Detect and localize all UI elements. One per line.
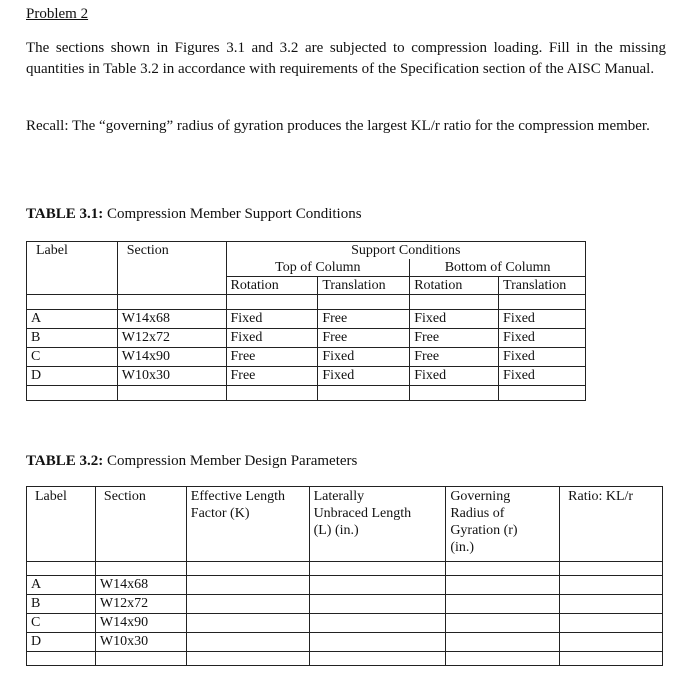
table1-header-support-conditions: Support Conditions [226,242,586,260]
table2-header-radius-line1: Governing [450,489,511,504]
row-l-cell[interactable] [309,595,446,614]
table-row [27,348,586,367]
row-bottom-rotation: Fixed [410,310,499,329]
table1-caption [26,206,362,223]
row-top-rotation: Free [226,348,318,367]
table2-header-unbraced-line1: Laterally [313,489,365,504]
problem-paragraph-2: Recall: The “governing” radius of gyration produces the largest KL/r ratio for the compression member. [26,118,650,134]
row-top-translation: Free [318,329,410,348]
table2-header-effective-length-line2: Factor (K) [190,506,250,521]
table2-header-radius [446,487,560,562]
row-k-cell[interactable] [186,576,309,595]
row-l-cell[interactable] [309,633,446,652]
row-top-translation: Fixed [318,348,410,367]
row-label: A [27,310,118,329]
table1-header-row-1 [27,242,586,260]
table2-caption-title: Compression Member Design Parameters [103,453,358,469]
row-bottom-rotation: Free [410,329,499,348]
table2-header-row [27,487,663,562]
row-section: W14x90 [117,348,226,367]
row-bottom-translation: Fixed [499,367,586,386]
table2-header-label: Label [27,487,96,562]
table2-caption-number: TABLE 3.2: [26,453,104,469]
table2-header-ratio: Ratio: KL/r [560,487,663,562]
table2-header-radius-line3: Gyration (r) [450,523,518,538]
table1-header-section: Section [117,242,226,295]
row-top-rotation: Fixed [226,329,318,348]
row-label: B [27,595,96,614]
table1-header-top-of-column: Top of Column [226,259,410,277]
table2-caption [26,453,357,470]
row-bottom-translation: Fixed [499,310,586,329]
table-row [27,595,663,614]
table1-spacer-row [27,386,586,401]
row-section: W10x30 [95,633,186,652]
row-bottom-translation: Fixed [499,348,586,367]
row-label: C [27,348,118,367]
row-k-cell[interactable] [186,633,309,652]
row-label: C [27,614,96,633]
row-bottom-translation: Fixed [499,329,586,348]
row-bottom-rotation: Free [410,348,499,367]
table-row [27,633,663,652]
row-ratio-cell[interactable] [560,576,663,595]
table-row [27,367,586,386]
row-k-cell[interactable] [186,614,309,633]
table1-caption-number: TABLE 3.1: [26,206,104,222]
row-section: W14x68 [95,576,186,595]
row-top-translation: Fixed [318,367,410,386]
table1-header-bottom-rotation: Rotation [410,277,499,295]
row-label: D [27,367,118,386]
table1-header-top-translation: Translation [318,277,410,295]
design-parameters-table [26,486,663,666]
table2-header-effective-length-line1: Effective Length [190,489,285,504]
table1-header-label: Label [27,242,118,295]
row-ratio-cell[interactable] [560,595,663,614]
row-section: W12x72 [117,329,226,348]
row-ratio-cell[interactable] [560,614,663,633]
row-r-cell[interactable] [446,633,560,652]
row-l-cell[interactable] [309,614,446,633]
row-k-cell[interactable] [186,595,309,614]
row-r-cell[interactable] [446,595,560,614]
table1-header-bottom-of-column: Bottom of Column [410,259,586,277]
table2-header-radius-line4: (in.) [450,540,475,555]
row-top-translation: Free [318,310,410,329]
table2-header-section: Section [95,487,186,562]
row-section: W12x72 [95,595,186,614]
table2-header-unbraced-length [309,487,446,562]
row-bottom-rotation: Fixed [410,367,499,386]
row-r-cell[interactable] [446,576,560,595]
table1-header-bottom-translation: Translation [499,277,586,295]
row-l-cell[interactable] [309,576,446,595]
table2-header-unbraced-line2: Unbraced Length [313,506,412,521]
problem-paragraph-1: The sections shown in Figures 3.1 and 3.2 are subjected to compression loading. Fill in the missing quantities in Table 3.2 in accordance with requirements of the Specification section of the AISC Manual. [26,40,666,77]
support-conditions-table [26,241,586,401]
table-row [27,329,586,348]
row-section: W10x30 [117,367,226,386]
table2-header-unbraced-line3: (L) (in.) [313,523,359,538]
row-r-cell[interactable] [446,614,560,633]
table-row [27,614,663,633]
table-row [27,310,586,329]
row-ratio-cell[interactable] [560,633,663,652]
problem-heading: Problem 2 [26,6,89,22]
table1-caption-title: Compression Member Support Conditions [103,206,362,222]
table2-header-radius-line2: Radius of [450,506,505,521]
row-top-rotation: Free [226,367,318,386]
table1-spacer-row [27,295,586,310]
table2-spacer-row [27,562,663,576]
row-label: A [27,576,96,595]
row-label: D [27,633,96,652]
table-row [27,576,663,595]
row-section: W14x90 [95,614,186,633]
row-top-rotation: Fixed [226,310,318,329]
table2-header-effective-length [186,487,309,562]
table2-spacer-row [27,652,663,666]
row-label: B [27,329,118,348]
table1-header-top-rotation: Rotation [226,277,318,295]
row-section: W14x68 [117,310,226,329]
